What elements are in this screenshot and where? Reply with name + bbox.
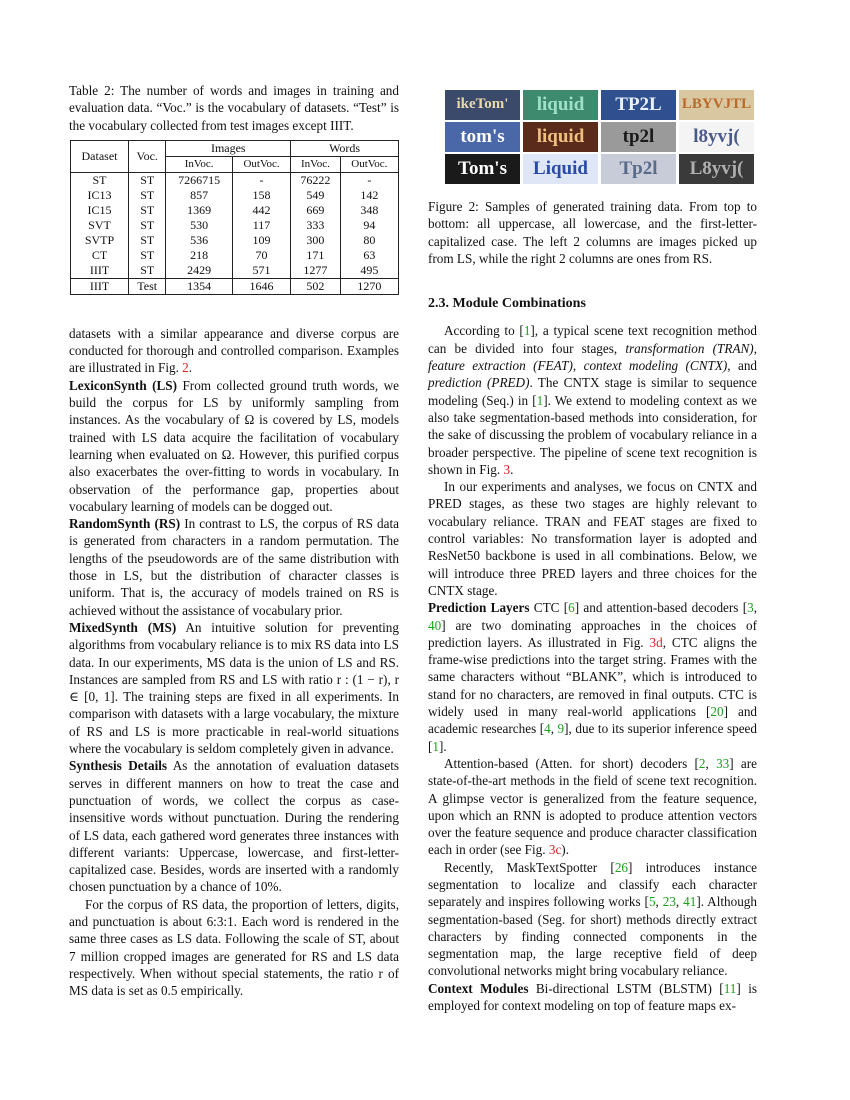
table-cell: - — [340, 172, 398, 188]
table-caption: Table 2: The number of words and images in training and evaluation data. “Voc.” is the vocabulary of datasets. “Test” is the vocabulary collected from test images except IIIT. — [69, 83, 399, 133]
table-cell: 549 — [291, 188, 341, 203]
table-cell: 109 — [232, 233, 290, 248]
citation[interactable]: 9 — [557, 721, 565, 737]
ms-paragraph: MixedSynth (MS) An intuitive solution for preventing algorithms from vocabulary reliance is to mix RS data into LS data. In our experiments, MS data is the union of LS and RS. Instances are sampled from RS and LS with ratio r : (1 − r), r ∈ [0, 1]. The training steps are fixed in all experiments. In comparison with datasets with a large vocabulary, the mixture of RS and LS is more practicable in real-world situations where the vocabulary is seldom completely given in advance. — [69, 619, 399, 757]
prediction-layers-heading: Prediction Layers — [428, 600, 530, 616]
header-dataset: Dataset — [71, 140, 129, 172]
table-cell: ST — [128, 263, 165, 279]
header-words-outvoc: OutVoc. — [340, 156, 398, 172]
table-cell: IC15 — [71, 203, 129, 218]
figure-sample-grid — [445, 90, 757, 184]
header-words: Words — [291, 140, 399, 156]
attention-paragraph: Attention-based (Atten. for short) decoders [2, 33] are state-of-the-art methods in the field of scene text recognition. A glimpse vector is generalized from the feature sequence, upon which an RNN is adopted to produce attention vectors over the feature sequence and produce character classification each in order (see Fig. 3c). — [428, 755, 757, 858]
table-cell: ST — [128, 218, 165, 233]
sample-image-tile: tp2l — [601, 122, 676, 152]
citation[interactable]: 4 — [544, 721, 551, 737]
table-cell: CT — [71, 248, 129, 263]
table-cell: 7266715 — [166, 172, 233, 188]
table-cell: 2429 — [166, 263, 233, 279]
sample-image-tile: LBYVJTL — [679, 90, 754, 120]
citation[interactable]: 1 — [432, 738, 439, 754]
table-cell: 502 — [291, 278, 341, 294]
table-cell: 171 — [291, 248, 341, 263]
table-cell: 76222 — [291, 172, 341, 188]
table-cell: 495 — [340, 263, 398, 279]
table-cell: ST — [128, 203, 165, 218]
table-cell: 857 — [166, 188, 233, 203]
header-images-outvoc: OutVoc. — [232, 156, 290, 172]
table-row — [71, 203, 399, 218]
table-row — [71, 233, 399, 248]
table-cell: 80 — [340, 233, 398, 248]
table-cell: 142 — [340, 188, 398, 203]
focus-paragraph: In our experiments and analyses, we focus on CNTX and PRED stages, as these two stages are highly relevant to vocabulary reliance. TRAN and FEAT stages are fixed to control variables: No transformation layer is adopted and ResNet50 backbone is used in all combinations. Below, we will introduce three PRED layers and three choices for the CNTX stage. — [428, 479, 757, 598]
synthesis-heading: Synthesis Details — [69, 758, 168, 774]
table-cell: ST — [128, 248, 165, 263]
table-cell: 1646 — [232, 278, 290, 294]
citation[interactable]: 1 — [536, 392, 544, 408]
section-title: 2.3. Module Combinations — [428, 296, 586, 312]
table-row — [71, 218, 399, 233]
table-cell: 158 — [232, 188, 290, 203]
sample-image-tile: l8yvj( — [679, 122, 754, 152]
table-cell: 348 — [340, 203, 398, 218]
header-images: Images — [166, 140, 291, 156]
table-cell: 94 — [340, 218, 398, 233]
table-cell: ST — [71, 172, 129, 188]
fig-ref[interactable]: 2 — [182, 360, 189, 376]
table-body — [71, 172, 399, 294]
table-cell: IIIT — [71, 263, 129, 279]
table-row — [71, 263, 399, 279]
citation[interactable]: 20 — [710, 704, 724, 720]
ls-heading: LexiconSynth (LS) — [69, 377, 178, 393]
ms-heading: MixedSynth (MS) — [69, 619, 177, 635]
right-column — [428, 82, 757, 1014]
citation[interactable]: 2 — [698, 755, 706, 771]
citation[interactable]: 33 — [716, 755, 730, 771]
prediction-layers-paragraph: Prediction Layers CTC [6] and attention-based decoders [3, 40] are two dominating approaches in the choices of prediction layers. As illustrated in Fig. 3d, CTC aligns the frame-wise predictions into the target string. Frames with the same characters without “BLANK”, which is introduced to stand for no characters, are removed in final outputs. CTC is widely used in many real-world applications [20] and academic researches [4, 9], due to its superior inference speed [1]. — [428, 600, 758, 754]
table-cell: 530 — [166, 218, 233, 233]
table-cell: 536 — [166, 233, 233, 248]
table-row — [71, 248, 399, 263]
table-cell: ST — [128, 233, 165, 248]
table-cell: Test — [128, 278, 165, 294]
rs-heading: RandomSynth (RS) — [69, 516, 181, 532]
stages-paragraph: According to [1], a typical scene text recognition method can be divided into four stages, transformation (TRAN), feature extraction (FEAT), context modeling (CNTX), and prediction (PRED). The CNTX stage is similar to sequence modeling (Seq.) in [1]. We extend to modeling context as we also take segmentation-based methods into consideration, for the sake of discussing the problem of vocabulary reliance in a broader perspective. The pipeline of scene text recognition is shown in Fig. 3. — [428, 323, 758, 477]
citation[interactable]: 5 — [648, 894, 656, 910]
fig-ref[interactable]: 3 — [503, 461, 511, 477]
intro-paragraph: datasets with a similar appearance and diverse corpus are conducted for thorough and controlled comparison. Examples are illustrated in Fig. 2. — [69, 325, 399, 376]
rs-corpus-paragraph: For the corpus of RS data, the proportion of letters, digits, and punctuation is about 6:3:1. Each word is rendered in the same three cases as LS data. Following the scale of ST, about 7 million cropped images are generated for RS and LS data respectively. When without special statements, the ratio r of MS data is set as 0.5 empirically. — [69, 896, 399, 999]
ls-paragraph: LexiconSynth (LS) From collected ground truth words, we build the corpus for LS by uniformly sampling from instances. As the vocabulary of Ω is covered by LS, models trained with LS data acquire the facilitation of vocabulary learning when evaluated on Ω. However, this purified corpus also exacerbates the over-fitting to words in vocabulary. In observation of the performance gap, properties about vocabulary learning of models can be dogged out. — [69, 377, 399, 514]
citation[interactable]: 11 — [723, 980, 737, 996]
table-cell: 442 — [232, 203, 290, 218]
table-cell: 70 — [232, 248, 290, 263]
table-cell: ST — [128, 188, 165, 203]
context-modules-heading: Context Modules — [428, 980, 529, 996]
citation[interactable]: 26 — [614, 859, 628, 875]
sample-image-tile: liquid — [523, 90, 598, 120]
sample-image-tile: Liquid — [523, 154, 598, 184]
sample-image-tile: Tom's — [445, 154, 520, 184]
rs-paragraph: RandomSynth (RS) In contrast to LS, the corpus of RS data is generated from characters in a random permutation. The lengths of the pseudowords are of the same distribution with those in LS, but the distribution of character classes is uniform. That is, the accuracy of models trained on RS is achieved without the assistance of vocabulary prior. — [69, 516, 399, 618]
left-column — [69, 82, 399, 999]
table-cell: 1277 — [291, 263, 341, 279]
table-cell: IC13 — [71, 188, 129, 203]
table-cell: 669 — [291, 203, 341, 218]
table-cell: SVT — [71, 218, 129, 233]
table-header-row — [71, 140, 399, 156]
sample-image-tile: L8yvj( — [679, 154, 754, 184]
header-images-invoc: InVoc. — [166, 156, 233, 172]
table-cell: 1270 — [340, 278, 398, 294]
table-cell: 117 — [232, 218, 290, 233]
table-cell: - — [232, 172, 290, 188]
table-cell: 300 — [291, 233, 341, 248]
table-cell: 1354 — [166, 278, 233, 294]
citation[interactable]: 3 — [747, 600, 754, 616]
table-cell: 1369 — [166, 203, 233, 218]
fig-ref[interactable]: 3d — [649, 634, 663, 650]
citation[interactable]: 6 — [568, 600, 575, 616]
table-cell: 571 — [232, 263, 290, 279]
synthesis-paragraph: Synthesis Details As the annotation of evaluation datasets serves in different manners on how to treat the case and punctuation of words, we collect the corpus as case-insensitive words without punctuation. During the rendering of LS data, each gathered word generates three instances with different variants: Uppercase, lowercase, and first-letter-capitalized case. Besides, words are inserted with a randomly chosen punctuation by a chance of 10%. — [69, 758, 399, 895]
citation[interactable]: 40 — [428, 617, 442, 633]
sample-image-tile: ikeTom' — [445, 90, 520, 120]
table-row — [71, 172, 399, 188]
citation[interactable]: 41 — [683, 894, 697, 910]
table-cell: 63 — [340, 248, 398, 263]
sample-image-tile: tom's — [445, 122, 520, 152]
context-modules-paragraph: Context Modules Bi-directional LSTM (BLSTM) [11] is employed for context modeling on top of feature maps ex- — [428, 980, 757, 1014]
citation[interactable]: 23 — [662, 894, 676, 910]
masktextspotter-paragraph: Recently, MaskTextSpotter [26] introduces instance segmentation to localize and classify each character separately and inspires following works [5, 23, 41]. Although segmentation-based (Seg. for short) methods directly extract characters by finding connected components in the segmentation map, the large receptive field of deep convolutional networks might bring vocabulary reliance. — [428, 859, 757, 979]
fig-ref[interactable]: 3c — [548, 842, 562, 858]
citation[interactable]: 1 — [523, 323, 531, 339]
sample-image-tile: Tp2l — [601, 154, 676, 184]
table-cell: 333 — [291, 218, 341, 233]
sample-image-tile: liquid — [523, 122, 598, 152]
header-voc: Voc. — [128, 140, 165, 172]
table-cell: ST — [128, 172, 165, 188]
header-words-invoc: InVoc. — [291, 156, 341, 172]
table-row — [71, 278, 399, 294]
table-cell: 218 — [166, 248, 233, 263]
figure-caption: Figure 2: Samples of generated training data. From top to bottom: all uppercase, all lowercase, and the first-letter-capitalized case. The left 2 columns are images picked up from LS, while the right 2 columns are ones from RS. — [428, 199, 757, 266]
sample-image-tile: TP2L — [601, 90, 676, 120]
table-row — [71, 188, 399, 203]
dataset-table — [70, 140, 399, 295]
table-cell: SVTP — [71, 233, 129, 248]
table-cell: IIIT — [71, 278, 129, 294]
